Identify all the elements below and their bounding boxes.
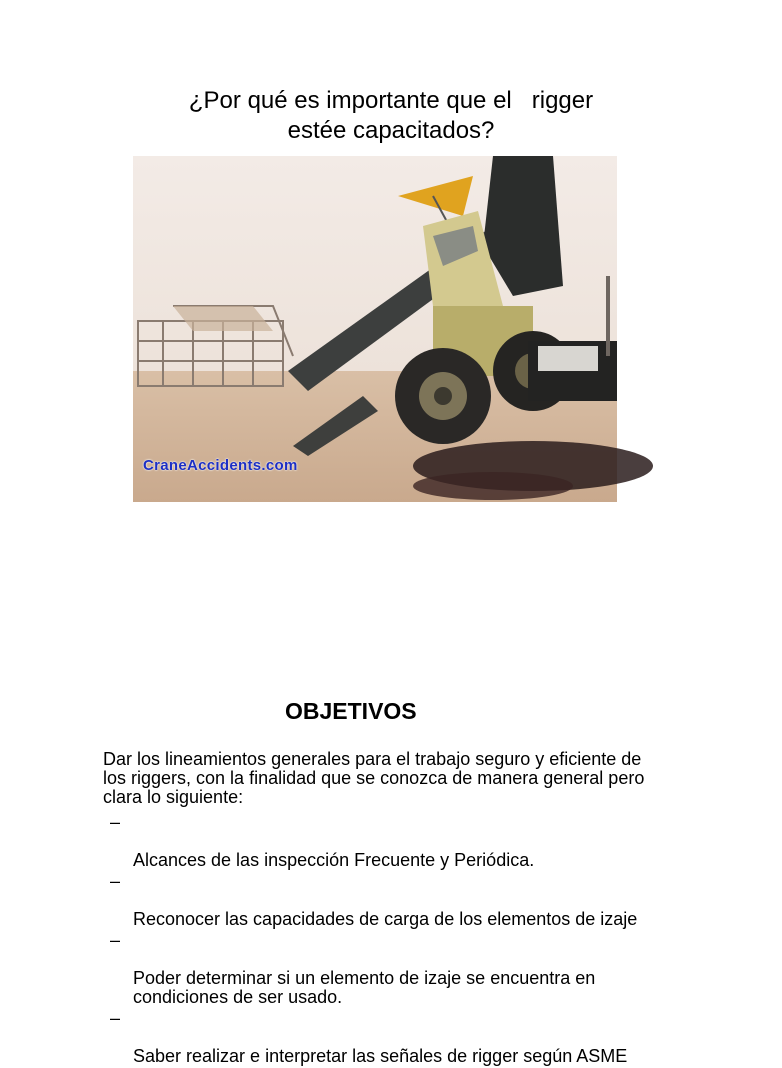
list-item-text: Saber realizar e interpretar las señales de rigger según ASME [133,1046,628,1066]
objectives-intro: Dar los lineamientos generales para el trabajo seguro y eficiente de los riggers, con la finalidad que se conozca de manera general pero clara lo siguiente: [103,749,645,807]
objectives-list [110,813,710,1068]
bullet-dash: – [110,1008,121,1028]
objectives-title: OBJETIVOS [285,698,417,724]
bullet-dash: – [110,812,121,832]
list-item [110,872,710,929]
list-item-text: Alcances de las inspección Frecuente y Periódica. [133,850,535,870]
list-item-text: Poder determinar si un elemento de izaje se encuentra en condiciones de ser usado. [133,968,596,1007]
page-question-title: ¿Por qué es importante que el rigger estée capacitados? [188,87,594,144]
list-item [110,813,710,870]
list-item-text: Reconocer las capacidades de carga de los elementos de izaje [133,909,638,929]
photo-watermark: CraneAccidents.com [143,457,298,474]
bullet-dash: – [110,871,121,891]
list-item [110,931,710,1007]
list-item [110,1009,710,1066]
crane-accident-photo [133,156,617,502]
bullet-dash: – [110,930,121,950]
